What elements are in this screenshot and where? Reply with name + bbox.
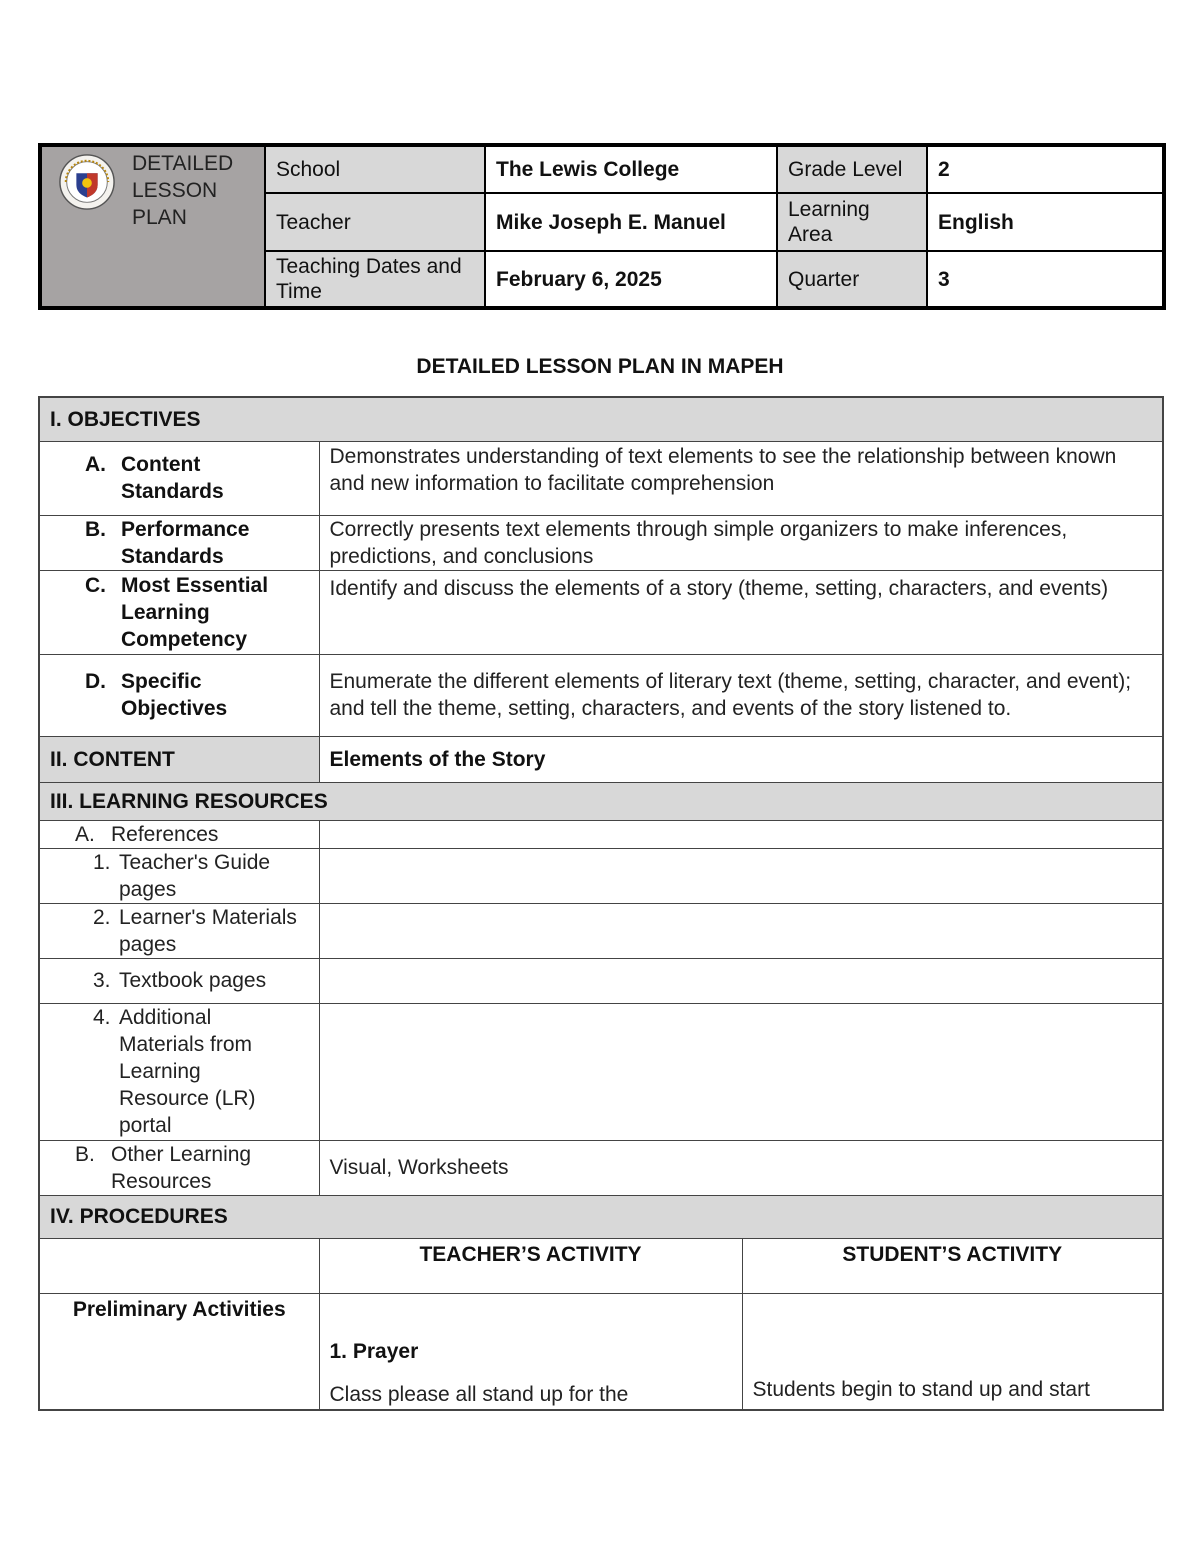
lesson-plan-table — [38, 396, 1164, 1411]
quarter-label: Quarter — [777, 251, 927, 308]
resource-item-value — [319, 848, 1163, 903]
resource-item — [39, 848, 319, 903]
content-standards-letter: A. — [85, 453, 106, 476]
resource-item-number: 2. — [93, 905, 111, 929]
resource-item-value — [319, 1003, 1163, 1140]
resource-item — [39, 1003, 319, 1140]
other-resources-value: Visual, Worksheets — [319, 1140, 1163, 1195]
header-table — [38, 143, 1166, 310]
learning-area-value: English — [927, 193, 1164, 251]
content-standards-value: Demonstrates understanding of text elements to see the relationship between known and new information to facilitate comprehension — [319, 441, 1163, 515]
resource-item-number: 3. — [93, 969, 111, 992]
prayer-heading: 1. Prayer — [329, 1339, 419, 1363]
other-resources-label-cell — [39, 1140, 319, 1195]
grade-level-label: Grade Level — [777, 145, 927, 193]
school-value: The Lewis College — [485, 145, 777, 193]
school-label: School — [265, 145, 485, 193]
resource-item-number: 1. — [93, 850, 111, 874]
document-title: DETAILED LESSON PLAN IN MAPEH — [416, 355, 784, 378]
prayer-teacher-cell — [319, 1293, 742, 1410]
specific-objectives-label-cell — [39, 654, 319, 736]
performance-standards-value: Correctly presents text elements through simple organizers to make inferences, predictions, and conclusions — [319, 515, 1163, 570]
other-resources-label: Other Learning Resources — [111, 1142, 252, 1193]
resource-item-number: 4. — [93, 1006, 111, 1029]
objectives-heading: I. OBJECTIVES — [39, 397, 1163, 441]
header-dlp-label: DETAILED LESSON PLAN — [132, 152, 234, 229]
learning-area-label: Learning Area — [777, 193, 927, 251]
performance-standards-label: Performance Standards — [121, 517, 250, 568]
teacher-activity-header: TEACHER’S ACTIVITY — [319, 1238, 742, 1293]
learning-resources-heading: III. LEARNING RESOURCES — [39, 782, 1163, 820]
references-label-cell — [39, 820, 319, 848]
content-heading: II. CONTENT — [39, 736, 319, 782]
teacher-value: Mike Joseph E. Manuel — [485, 193, 777, 251]
melc-label: Most Essential Learning Competency — [121, 573, 269, 651]
resource-item — [39, 958, 319, 1003]
procedures-heading: IV. PROCEDURES — [39, 1195, 1163, 1238]
performance-standards-letter: B. — [85, 517, 106, 541]
prayer-student-text: Students begin to stand up and start — [742, 1293, 1163, 1410]
content-standards-label-cell — [39, 441, 319, 515]
preliminary-activities-label: Preliminary Activities — [39, 1293, 319, 1410]
procedures-blank-cell — [39, 1238, 319, 1293]
header-logo-cell — [40, 145, 265, 308]
resource-item-label: Teacher's Guide pages — [119, 850, 271, 901]
specific-objectives-label: Specific Objectives — [121, 670, 228, 720]
prayer-teacher-text: Class please all stand up for the — [329, 1382, 629, 1406]
melc-value: Identify and discuss the elements of a story (theme, setting, characters, and events) — [319, 570, 1163, 654]
deped-seal-icon — [58, 153, 116, 211]
content-standards-label: Content Standards — [121, 453, 224, 503]
resource-item-label: Learner's Materials pages — [119, 905, 297, 956]
resource-item-label: Textbook pages — [119, 969, 267, 992]
performance-standards-label-cell — [39, 515, 319, 570]
grade-level-value: 2 — [927, 145, 1164, 193]
teaching-dates-value: February 6, 2025 — [485, 251, 777, 308]
resource-item-value — [319, 903, 1163, 958]
specific-objectives-value: Enumerate the different elements of literary text (theme, setting, character, and event); and tell the theme, setting, characters, and events of the story listened to. — [319, 654, 1163, 736]
references-value — [319, 820, 1163, 848]
specific-objectives-letter: D. — [85, 670, 106, 693]
melc-letter: C. — [85, 573, 106, 597]
resource-item-value — [319, 958, 1163, 1003]
resource-item-label: Additional Materials from Learning Resource (LR) portal — [119, 1006, 256, 1137]
content-value: Elements of the Story — [319, 736, 1163, 782]
melc-label-cell — [39, 570, 319, 654]
teacher-label: Teacher — [265, 193, 485, 251]
resource-item — [39, 903, 319, 958]
other-resources-letter: B. — [75, 1142, 95, 1166]
teaching-dates-label: Teaching Dates and Time — [265, 251, 485, 308]
references-letter: A. — [75, 822, 95, 846]
student-activity-header: STUDENT’S ACTIVITY — [742, 1238, 1163, 1293]
quarter-value: 3 — [927, 251, 1164, 308]
references-label: References — [111, 822, 219, 846]
